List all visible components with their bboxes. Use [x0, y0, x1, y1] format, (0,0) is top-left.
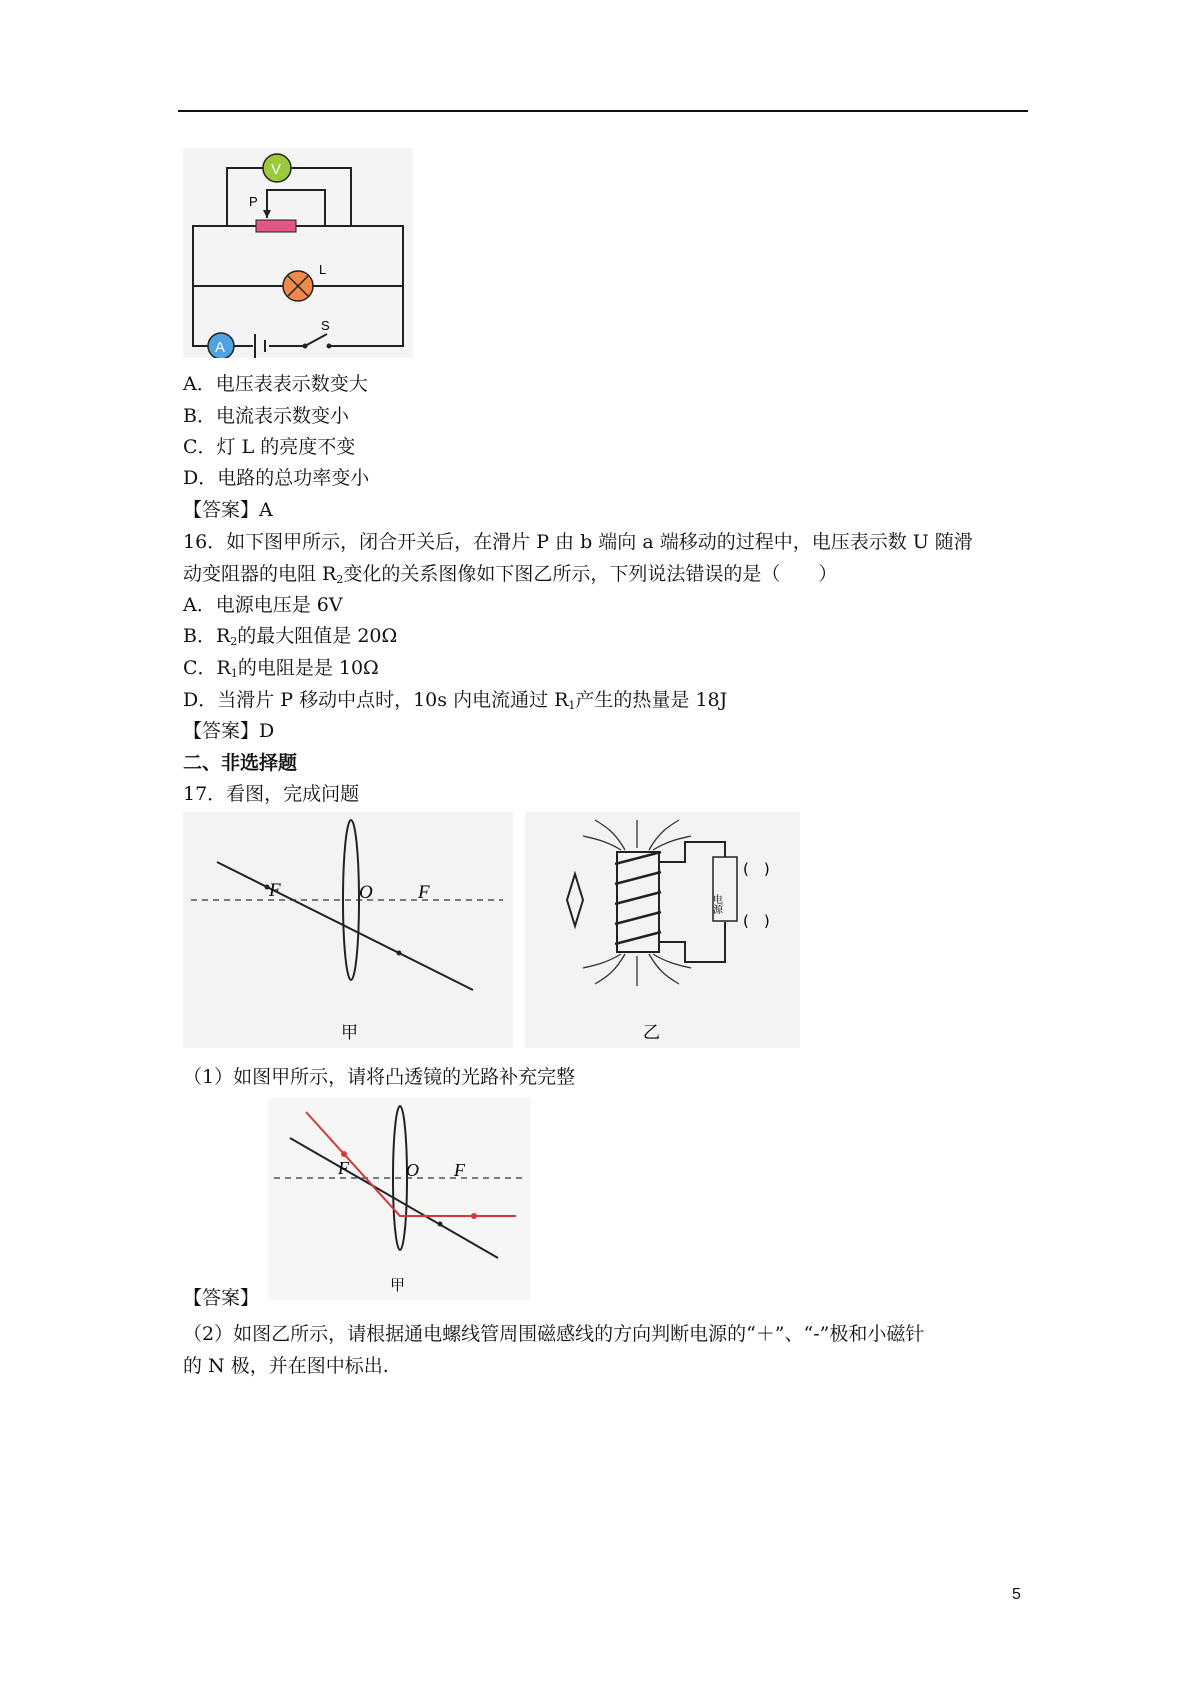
page-number: 5 [1012, 1586, 1021, 1603]
blank-bottom: ( ) [743, 912, 770, 930]
ammeter-label: A [215, 339, 226, 356]
q15-answer: 【答案】A [183, 499, 273, 521]
q16-option-d: D．当滑片 P 移动中点时，10s 内电流通过 $R_1$产生的热量是 18J [183, 689, 728, 712]
header-rule [178, 110, 1028, 112]
q16-stem-line2: 动变阻器的电阻 $R_2$变化的关系图像如下图乙所示，下列说法错误的是（ ） [183, 563, 838, 586]
lens-figure-jia [183, 812, 513, 1048]
circuit-figure [183, 148, 413, 358]
section-heading: 二、非选择题 [183, 752, 298, 774]
q15-option-a: A．电压表表示数变大 [183, 373, 368, 395]
svg-text:电源: 电源 [710, 894, 722, 914]
switch-label: S [321, 318, 330, 333]
svg-text:F: F [338, 1158, 349, 1178]
svg-text:O: O [406, 1160, 419, 1180]
q17-stem: 17．看图，完成问题 [183, 783, 360, 805]
svg-text:O: O [359, 882, 373, 903]
svg-text:F: F [418, 882, 430, 903]
svg-text:F: F [454, 1160, 465, 1180]
q17-part1: （1）如图甲所示，请将凸透镜的光路补充完整 [183, 1066, 576, 1088]
q16-stem-line1: 16．如下图甲所示，闭合开关后，在滑片 P 由 b 端向 a 端移动的过程中，电压表示数 U 随滑 [183, 531, 973, 553]
fig-caption-yi: 乙 [643, 1023, 660, 1043]
q16-option-c: C．$R_1$的电阻是是 10Ω [183, 657, 379, 680]
blank-top: ( ) [743, 860, 770, 878]
solenoid-figure-yi [525, 812, 800, 1048]
q17-answer: 【答案】 [183, 1287, 260, 1309]
q17-part2-line1: （2）如图乙所示，请根据通电螺线管周围磁感线的方向判断电源的“＋”、“-”极和小磁针 [183, 1323, 925, 1345]
q16-option-b: B．$R_2$的最大阻值是 20Ω [183, 625, 398, 648]
fig-caption-answer: 甲 [390, 1276, 406, 1294]
q15-option-b: B．电流表示数变小 [183, 405, 349, 427]
q16-option-a: A．电源电压是 6V [183, 594, 343, 616]
lens-answer-figure [268, 1098, 530, 1300]
q17-part2-line2: 的 N 极，并在图中标出. [183, 1355, 389, 1377]
fig-caption-jia: 甲 [341, 1023, 358, 1043]
slider-label: P [249, 194, 258, 209]
q15-option-c: C．灯 L 的亮度不变 [183, 436, 356, 458]
lamp-label: L [319, 262, 327, 277]
q16-answer: 【答案】D [183, 720, 275, 742]
q15-option-d: D．电路的总功率变小 [183, 467, 370, 489]
svg-text:F: F [269, 880, 281, 901]
voltmeter-label: V [271, 161, 282, 178]
rheostat [256, 220, 296, 232]
